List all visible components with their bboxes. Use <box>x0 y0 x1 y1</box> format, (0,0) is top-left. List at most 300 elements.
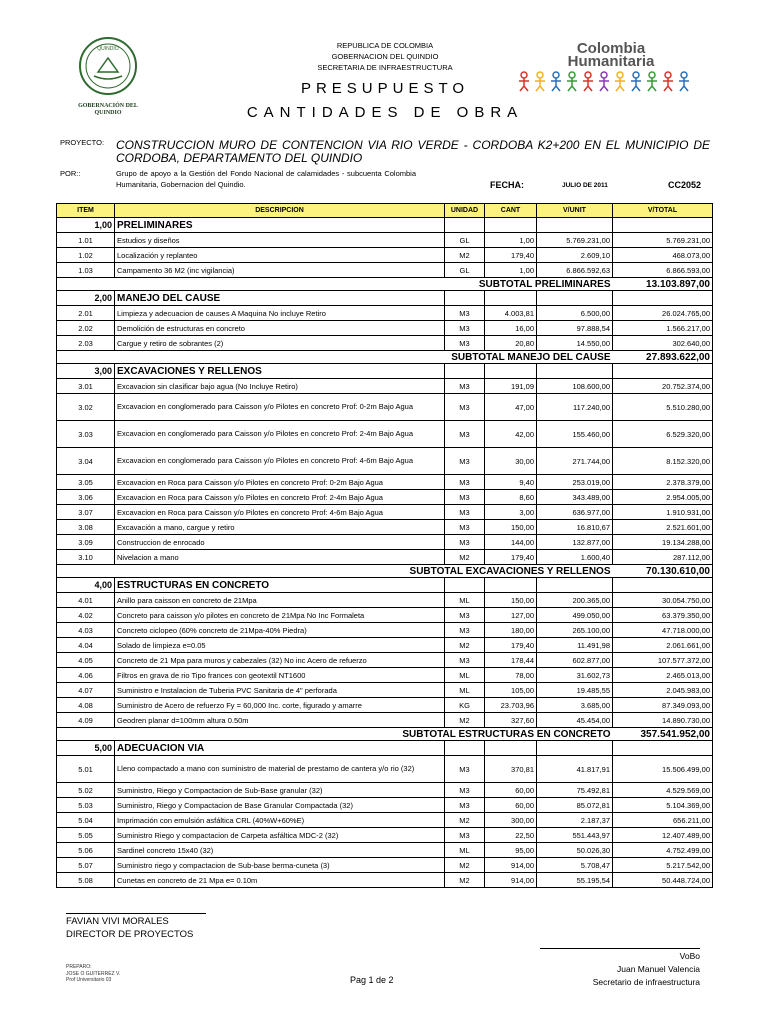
subtotal-label: SUBTOTAL PRELIMINARES <box>115 278 613 291</box>
item-cell: 2.03 <box>57 336 115 351</box>
unit-cell: M2 <box>445 550 485 565</box>
fecha-label: FECHA: <box>490 180 524 190</box>
item-cell: 4.05 <box>57 653 115 668</box>
section-title: ADECUACION VIA <box>115 741 445 756</box>
quantity-cell: 370,81 <box>485 756 537 783</box>
table-row <box>57 550 713 565</box>
description-cell: Construccion de enrocado <box>115 535 445 550</box>
total-value-cell: 2.045.983,00 <box>613 683 713 698</box>
section-row <box>57 364 713 379</box>
unit-value-cell: 155.460,00 <box>537 421 613 448</box>
empty-cell <box>613 218 713 233</box>
description-cell: Suministro, Riego y Compactacion de Sub-Base granular (32) <box>115 783 445 798</box>
seal-text: QUINDIO <box>97 46 119 52</box>
item-cell: 4.03 <box>57 623 115 638</box>
quantity-cell: 127,00 <box>485 608 537 623</box>
empty-cell <box>445 218 485 233</box>
subtotal-value: 27.893.622,00 <box>613 351 713 364</box>
empty-cell <box>537 741 613 756</box>
unit-cell: M3 <box>445 520 485 535</box>
description-cell: Localización y replanteo <box>115 248 445 263</box>
total-value-cell: 2.061.661,00 <box>613 638 713 653</box>
description-cell: Cunetas en concreto de 21 Mpa e= 0.10m <box>115 873 445 888</box>
quantity-cell: 78,00 <box>485 668 537 683</box>
total-value-cell: 2.521.601,00 <box>613 520 713 535</box>
unit-cell: M3 <box>445 379 485 394</box>
unit-value-cell: 5.769.231,00 <box>537 233 613 248</box>
section-row <box>57 291 713 306</box>
item-cell: 3.03 <box>57 421 115 448</box>
description-cell: Geodren planar d=100mm altura 0.50m <box>115 713 445 728</box>
description-cell: Concreto ciclopeo (60% concreto de 21Mpa-40% Piedra) <box>115 623 445 638</box>
unit-cell: M3 <box>445 608 485 623</box>
unit-cell: M2 <box>445 873 485 888</box>
logo-caption-line-1: GOBERNACIÓN DEL <box>78 103 138 109</box>
header-vunit: V/UNIT <box>537 204 613 218</box>
item-cell: 4.01 <box>57 593 115 608</box>
total-value-cell: 30.054.750,00 <box>613 593 713 608</box>
empty-cell <box>57 728 115 741</box>
unit-value-cell: 14.550,00 <box>537 336 613 351</box>
total-value-cell: 468.073,00 <box>613 248 713 263</box>
empty-cell <box>613 364 713 379</box>
header-line-2: GOBERNACION DEL QUINDIO <box>331 52 439 61</box>
empty-cell <box>613 578 713 593</box>
total-value-cell: 2.954.005,00 <box>613 490 713 505</box>
prepared-role: Prof Universitario 03 <box>66 977 112 983</box>
empty-cell <box>445 364 485 379</box>
unit-value-cell: 343.489,00 <box>537 490 613 505</box>
unit-value-cell: 271.744,00 <box>537 448 613 475</box>
unit-value-cell: 11.491,98 <box>537 638 613 653</box>
item-cell: 5.07 <box>57 858 115 873</box>
left-signer-name: FAVIAN VIVI MORALES <box>66 916 169 927</box>
empty-cell <box>445 578 485 593</box>
por-label: POR:: <box>60 169 81 178</box>
unit-value-cell: 97.888,54 <box>537 321 613 336</box>
proyecto-label: PROYECTO: <box>60 138 105 147</box>
description-cell: Suministro, Riego y Compactacion de Base Granular Compactada (32) <box>115 798 445 813</box>
total-value-cell: 87.349.093,00 <box>613 698 713 713</box>
table-body <box>57 218 713 888</box>
section-number: 3,00 <box>57 364 115 379</box>
quantity-cell: 95,00 <box>485 843 537 858</box>
quantity-cell: 914,00 <box>485 858 537 873</box>
total-value-cell: 4.752.499,00 <box>613 843 713 858</box>
total-value-cell: 2.465.013,00 <box>613 668 713 683</box>
item-cell: 3.01 <box>57 379 115 394</box>
total-value-cell: 5.104.369,00 <box>613 798 713 813</box>
description-cell: Filtros en grava de rio Tipo frances con geotextil NT1600 <box>115 668 445 683</box>
table-row <box>57 608 713 623</box>
quantity-cell: 30,00 <box>485 448 537 475</box>
header-line-1: REPUBLICA DE COLOMBIA <box>336 41 434 50</box>
item-cell: 5.04 <box>57 813 115 828</box>
table-row <box>57 520 713 535</box>
logo-title-line-2: Humanitaria <box>567 53 655 70</box>
table-row <box>57 653 713 668</box>
unit-cell: M3 <box>445 321 485 336</box>
table-row <box>57 798 713 813</box>
quantity-cell: 22,50 <box>485 828 537 843</box>
table-row <box>57 263 713 278</box>
total-value-cell: 2.378.379,00 <box>613 475 713 490</box>
unit-value-cell: 551.443,97 <box>537 828 613 843</box>
budget-table <box>56 203 713 888</box>
empty-cell <box>445 741 485 756</box>
total-value-cell: 656.211,00 <box>613 813 713 828</box>
item-cell: 2.02 <box>57 321 115 336</box>
item-cell: 1.02 <box>57 248 115 263</box>
document-subtitle: CANTIDADES DE OBRA <box>246 104 524 121</box>
table-row <box>57 858 713 873</box>
table-row <box>57 535 713 550</box>
quantity-cell: 300,00 <box>485 813 537 828</box>
unit-value-cell: 636.977,00 <box>537 505 613 520</box>
description-cell: Demolición de estructuras en concreto <box>115 321 445 336</box>
header-item: ITEM <box>57 204 115 218</box>
table-row <box>57 379 713 394</box>
section-row <box>57 578 713 593</box>
table-row <box>57 394 713 421</box>
table-row <box>57 490 713 505</box>
table-row <box>57 306 713 321</box>
subtotal-value: 70.130.610,00 <box>613 565 713 578</box>
fecha-value: JULIO DE 2011 <box>562 182 608 189</box>
right-signer-role: Secretario de infraestructura <box>592 977 700 987</box>
document-code: CC2052 <box>668 180 702 190</box>
unit-cell: GL <box>445 263 485 278</box>
description-cell: Excavacion en Roca para Caisson y/o Pilotes en concreto Prof: 0-2m Bajo Agua <box>115 475 445 490</box>
unit-cell: M3 <box>445 490 485 505</box>
description-cell: Estudios y diseños <box>115 233 445 248</box>
unit-cell: ML <box>445 683 485 698</box>
unit-value-cell: 50.026,30 <box>537 843 613 858</box>
total-value-cell: 6.866.593,00 <box>613 263 713 278</box>
quantity-cell: 179,40 <box>485 550 537 565</box>
subtotal-row <box>57 565 713 578</box>
table-row <box>57 248 713 263</box>
left-signature-line <box>66 913 206 914</box>
header-line-3: SECRETARIA DE INFRAESTRUCTURA <box>317 63 453 72</box>
unit-value-cell: 200.365,00 <box>537 593 613 608</box>
quantity-cell: 8,60 <box>485 490 537 505</box>
table-row <box>57 683 713 698</box>
unit-value-cell: 499.050,00 <box>537 608 613 623</box>
empty-cell <box>485 364 537 379</box>
description-cell: Anillo para caisson en concreto de 21Mpa <box>115 593 445 608</box>
total-value-cell: 26.024.765,00 <box>613 306 713 321</box>
table-row <box>57 813 713 828</box>
unit-value-cell: 85.072,81 <box>537 798 613 813</box>
subtotal-value: 357.541.952,00 <box>613 728 713 741</box>
description-cell: Sardinel concreto 15x40 (32) <box>115 843 445 858</box>
item-cell: 3.04 <box>57 448 115 475</box>
quantity-cell: 4.003,81 <box>485 306 537 321</box>
quantity-cell: 1,00 <box>485 233 537 248</box>
item-cell: 5.05 <box>57 828 115 843</box>
unit-value-cell: 75.492,81 <box>537 783 613 798</box>
unit-value-cell: 2.609,10 <box>537 248 613 263</box>
section-number: 2,00 <box>57 291 115 306</box>
right-signer-name: Juan Manuel Valencia <box>616 964 700 974</box>
quantity-cell: 150,00 <box>485 593 537 608</box>
unit-value-cell: 265.100,00 <box>537 623 613 638</box>
item-cell: 5.06 <box>57 843 115 858</box>
unit-cell: M3 <box>445 828 485 843</box>
description-cell: Suministro riego y compactacion de Sub-base berma-cuneta (3) <box>115 858 445 873</box>
unit-value-cell: 6.866.592,63 <box>537 263 613 278</box>
item-cell: 4.08 <box>57 698 115 713</box>
description-cell: Solado de limpieza e=0.05 <box>115 638 445 653</box>
item-cell: 5.08 <box>57 873 115 888</box>
total-value-cell: 1.910.931,00 <box>613 505 713 520</box>
unit-value-cell: 6.500,00 <box>537 306 613 321</box>
empty-cell <box>485 218 537 233</box>
colombia-humanitaria-logo <box>516 42 706 97</box>
item-cell: 5.03 <box>57 798 115 813</box>
header-descripcion: DESCRIPCION <box>115 204 445 218</box>
quantity-cell: 180,00 <box>485 623 537 638</box>
unit-value-cell: 19.485,55 <box>537 683 613 698</box>
page-number: Pag 1 de 2 <box>350 975 394 985</box>
quantity-cell: 1,00 <box>485 263 537 278</box>
item-cell: 1.03 <box>57 263 115 278</box>
description-cell: Excavacion sin clasificar bajo agua (No Incluye Retiro) <box>115 379 445 394</box>
unit-value-cell: 132.877,00 <box>537 535 613 550</box>
description-cell: Excavación a mano, cargue y retiro <box>115 520 445 535</box>
left-signer-role: DIRECTOR DE PROYECTOS <box>66 929 194 940</box>
quantity-cell: 327,60 <box>485 713 537 728</box>
table-row <box>57 783 713 798</box>
quantity-cell: 60,00 <box>485 783 537 798</box>
gobernacion-logo <box>72 36 144 117</box>
item-cell: 3.02 <box>57 394 115 421</box>
total-value-cell: 15.506.499,00 <box>613 756 713 783</box>
total-value-cell: 4.529.569,00 <box>613 783 713 798</box>
unit-cell: M3 <box>445 475 485 490</box>
total-value-cell: 5.510.280,00 <box>613 394 713 421</box>
unit-cell: M2 <box>445 638 485 653</box>
table-row <box>57 475 713 490</box>
unit-cell: M3 <box>445 783 485 798</box>
description-cell: Campamento 36 M2 (inc vigilancia) <box>115 263 445 278</box>
description-cell: Concreto para caisson y/o pilotes en concreto de 21Mpa No Inc Formaleta <box>115 608 445 623</box>
prepared-by <box>66 964 120 984</box>
unit-value-cell: 602.877,00 <box>537 653 613 668</box>
unit-cell: M3 <box>445 505 485 520</box>
item-cell: 3.09 <box>57 535 115 550</box>
logo-title-line-1: Colombia <box>576 40 646 57</box>
quantity-cell: 191,09 <box>485 379 537 394</box>
section-title: EXCAVACIONES Y RELLENOS <box>115 364 445 379</box>
table-row <box>57 593 713 608</box>
empty-cell <box>537 364 613 379</box>
unit-value-cell: 45.454,00 <box>537 713 613 728</box>
section-number: 4,00 <box>57 578 115 593</box>
empty-cell <box>537 578 613 593</box>
unit-cell: M3 <box>445 448 485 475</box>
description-cell: Excavacion en Roca para Caisson y/o Pilotes en concreto Prof: 2-4m Bajo Agua <box>115 490 445 505</box>
people-figures-icon <box>516 70 696 92</box>
unit-cell: M3 <box>445 798 485 813</box>
unit-value-cell: 108.600,00 <box>537 379 613 394</box>
total-value-cell: 5.769.231,00 <box>613 233 713 248</box>
empty-cell <box>485 291 537 306</box>
description-cell: Cargue y retiro de sobrantes (2) <box>115 336 445 351</box>
item-cell: 4.07 <box>57 683 115 698</box>
description-cell: Suministro Riego y compactacion de Carpeta asfáltica MDC-2 (32) <box>115 828 445 843</box>
empty-cell <box>485 578 537 593</box>
prepared-name: JOSE O GUITERREZ V. <box>66 970 121 977</box>
subtotal-label: SUBTOTAL ESTRUCTURAS EN CONCRETO <box>115 728 613 741</box>
total-value-cell: 107.577.372,00 <box>613 653 713 668</box>
quantity-cell: 914,00 <box>485 873 537 888</box>
right-signature <box>540 950 700 989</box>
subtotal-label: SUBTOTAL EXCAVACIONES Y RELLENOS <box>115 565 613 578</box>
unit-cell: M3 <box>445 421 485 448</box>
description-cell: Suministro e Instalacion de Tuberia PVC Sanitaria de 4" perforada <box>115 683 445 698</box>
unit-cell: M3 <box>445 535 485 550</box>
item-cell: 5.01 <box>57 756 115 783</box>
subtotal-row <box>57 278 713 291</box>
section-title: MANEJO DEL CAUSE <box>115 291 445 306</box>
unit-cell: M3 <box>445 306 485 321</box>
empty-cell <box>613 741 713 756</box>
quantity-cell: 47,00 <box>485 394 537 421</box>
left-signature <box>66 915 193 941</box>
empty-cell <box>57 278 115 291</box>
table-row <box>57 756 713 783</box>
unit-value-cell: 2.187,37 <box>537 813 613 828</box>
table-row <box>57 321 713 336</box>
description-cell: Limpieza y adecuacion de causes A Maquina No incluye Retiro <box>115 306 445 321</box>
quantity-cell: 178,44 <box>485 653 537 668</box>
item-cell: 5.02 <box>57 783 115 798</box>
subtotal-value: 13.103.897,00 <box>613 278 713 291</box>
table-row <box>57 828 713 843</box>
table-row <box>57 843 713 858</box>
table-row <box>57 233 713 248</box>
section-number: 5,00 <box>57 741 115 756</box>
total-value-cell: 50.448.724,00 <box>613 873 713 888</box>
por-text: Grupo de apoyo a la Gestión del Fondo Nacional de calamidades - subcuenta Colombia Humanitaria, Gobernacion del Quindio. <box>116 169 416 189</box>
total-value-cell: 5.217.542,00 <box>613 858 713 873</box>
proyecto-text: CONSTRUCCION MURO DE CONTENCION VIA RIO VERDE - CORDOBA K2+200 EN EL MUNICIPIO DE CORDOBA, DEPARTAMENTO DEL QUINDIO <box>116 138 710 165</box>
document-title: PRESUPUESTO <box>300 80 470 97</box>
section-number: 1,00 <box>57 218 115 233</box>
header-vtotal: V/TOTAL <box>613 204 713 218</box>
description-cell: Excavacion en conglomerado para Caisson y/o Pilotes en concreto Prof: 4-6m Bajo Agua <box>115 448 445 475</box>
section-title: ESTRUCTURAS EN CONCRETO <box>115 578 445 593</box>
empty-cell <box>57 565 115 578</box>
table-row <box>57 698 713 713</box>
empty-cell <box>537 291 613 306</box>
unit-value-cell: 1.600,40 <box>537 550 613 565</box>
item-cell: 3.08 <box>57 520 115 535</box>
table-row <box>57 713 713 728</box>
total-value-cell: 19.134.288,00 <box>613 535 713 550</box>
item-cell: 1.01 <box>57 233 115 248</box>
unit-cell: M3 <box>445 336 485 351</box>
subtotal-label: SUBTOTAL MANEJO DEL CAUSE <box>115 351 613 364</box>
quantity-cell: 105,00 <box>485 683 537 698</box>
quantity-cell: 179,40 <box>485 248 537 263</box>
unit-cell: M3 <box>445 394 485 421</box>
unit-cell: ML <box>445 668 485 683</box>
description-cell: Lleno compactado a mano con suministro de material de prestamo de cantera y/o rio (32) <box>115 756 445 783</box>
table-row <box>57 873 713 888</box>
unit-cell: KG <box>445 698 485 713</box>
item-cell: 3.07 <box>57 505 115 520</box>
unit-value-cell: 16.810,67 <box>537 520 613 535</box>
item-cell: 4.06 <box>57 668 115 683</box>
total-value-cell: 20.752.374,00 <box>613 379 713 394</box>
total-value-cell: 47.718.000,00 <box>613 623 713 638</box>
quantity-cell: 144,00 <box>485 535 537 550</box>
header-cant: CANT <box>485 204 537 218</box>
quantity-cell: 23.703,96 <box>485 698 537 713</box>
unit-cell: M3 <box>445 653 485 668</box>
empty-cell <box>57 351 115 364</box>
total-value-cell: 8.152.320,00 <box>613 448 713 475</box>
subtotal-row <box>57 351 713 364</box>
table-row <box>57 421 713 448</box>
description-cell: Excavacion en conglomerado para Caisson y/o Pilotes en concreto Prof: 0-2m Bajo Agua <box>115 394 445 421</box>
unit-cell: M3 <box>445 756 485 783</box>
unit-cell: M2 <box>445 858 485 873</box>
unit-value-cell: 117.240,00 <box>537 394 613 421</box>
section-row <box>57 218 713 233</box>
table-row <box>57 638 713 653</box>
table-row <box>57 336 713 351</box>
unit-value-cell: 253.019,00 <box>537 475 613 490</box>
table-header-row <box>57 204 713 218</box>
total-value-cell: 287.112,00 <box>613 550 713 565</box>
item-cell: 3.10 <box>57 550 115 565</box>
quantity-cell: 42,00 <box>485 421 537 448</box>
item-cell: 4.09 <box>57 713 115 728</box>
gobernacion-seal-icon <box>78 36 138 96</box>
total-value-cell: 63.379.350,00 <box>613 608 713 623</box>
description-cell: Nivelacion a mano <box>115 550 445 565</box>
unit-value-cell: 31.602,73 <box>537 668 613 683</box>
vobo-label: VoBo <box>679 951 700 961</box>
total-value-cell: 14.890.730,00 <box>613 713 713 728</box>
table-row <box>57 668 713 683</box>
description-cell: Imprimación con emulsión asfáltica CRL (40%W+60%E) <box>115 813 445 828</box>
total-value-cell: 302.640,00 <box>613 336 713 351</box>
description-cell: Suministro de Acero de refuerzo Fy = 60,000 Inc. corte, figurado y amarre <box>115 698 445 713</box>
quantity-cell: 179,40 <box>485 638 537 653</box>
unit-value-cell: 41.817,91 <box>537 756 613 783</box>
unit-cell: M2 <box>445 713 485 728</box>
quantity-cell: 60,00 <box>485 798 537 813</box>
item-cell: 3.06 <box>57 490 115 505</box>
subtotal-row <box>57 728 713 741</box>
section-row <box>57 741 713 756</box>
description-cell: Excavacion en Roca para Caisson y/o Pilotes en concreto Prof: 4-6m Bajo Agua <box>115 505 445 520</box>
total-value-cell: 6.529.320,00 <box>613 421 713 448</box>
unit-value-cell: 3.685,00 <box>537 698 613 713</box>
unit-cell: ML <box>445 593 485 608</box>
unit-value-cell: 5.708,47 <box>537 858 613 873</box>
prepared-label: PREPARO: <box>66 964 92 970</box>
section-title: PRELIMINARES <box>115 218 445 233</box>
quantity-cell: 16,00 <box>485 321 537 336</box>
item-cell: 2.01 <box>57 306 115 321</box>
quantity-cell: 20,80 <box>485 336 537 351</box>
